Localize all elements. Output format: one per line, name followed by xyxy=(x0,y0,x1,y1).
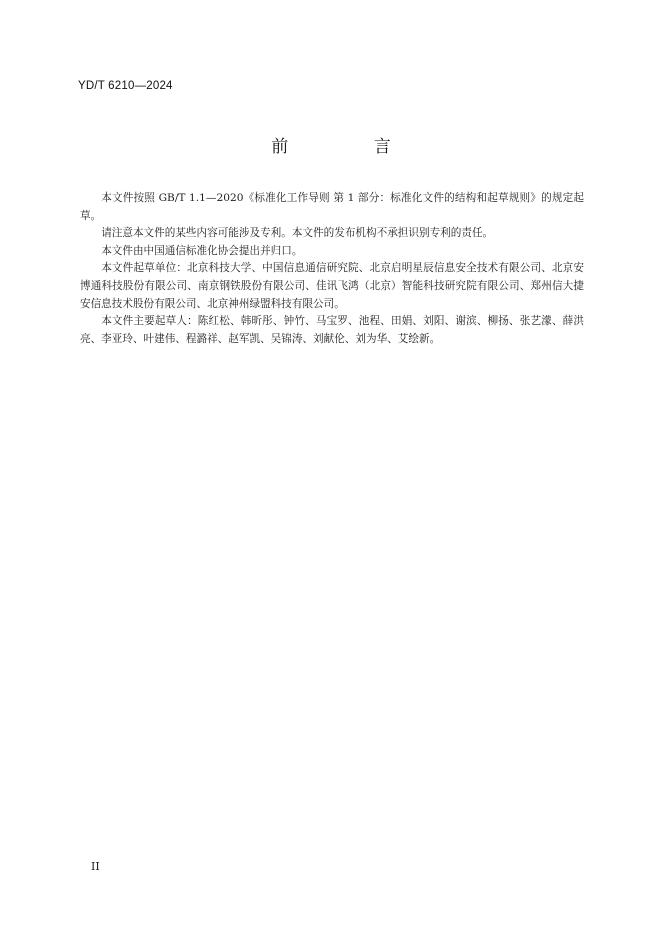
paragraph-drafters: 本文件主要起草人：陈红松、韩昕彤、钟竹、马宝罗、池程、田娟、刘阳、谢滨、柳扬、张艺濛、薛洪亮、李亚玲、叶建伟、程潞祥、赵军凯、吴锦涛、刘献伦、刘为华、艾绘新。 xyxy=(80,315,584,345)
paragraph-proposer: 本文件由中国通信标准化协会提出并归口。 xyxy=(101,244,303,257)
paragraph-drafting-units: 本文件起草单位：北京科技大学、中国信息通信研究院、北京启明星辰信息安全技术有限公司、北京安博通科技股份有限公司、南京钢铁股份有限公司、佳讯飞鸿（北京）智能科技研究院有限公司、郑州信大捷安信息技术股份有限公司、北京神州绿盟科技有限公司。 xyxy=(80,262,584,310)
section-heading: 前 言 xyxy=(271,137,431,157)
document-code: YD/T 6210—2024 xyxy=(78,80,173,92)
page-number: II xyxy=(91,860,100,873)
foreword-body xyxy=(80,190,584,348)
paragraph-drafting-rules: 本文件按照 GB/T 1.1—2020《标准化工作导则 第 1 部分：标准化文件的结构和起草规则》的规定起草。 xyxy=(80,192,584,222)
paragraph-patent-notice: 请注意本文件的某些内容可能涉及专利。本文件的发布机构不承担识别专利的责任。 xyxy=(101,227,494,240)
